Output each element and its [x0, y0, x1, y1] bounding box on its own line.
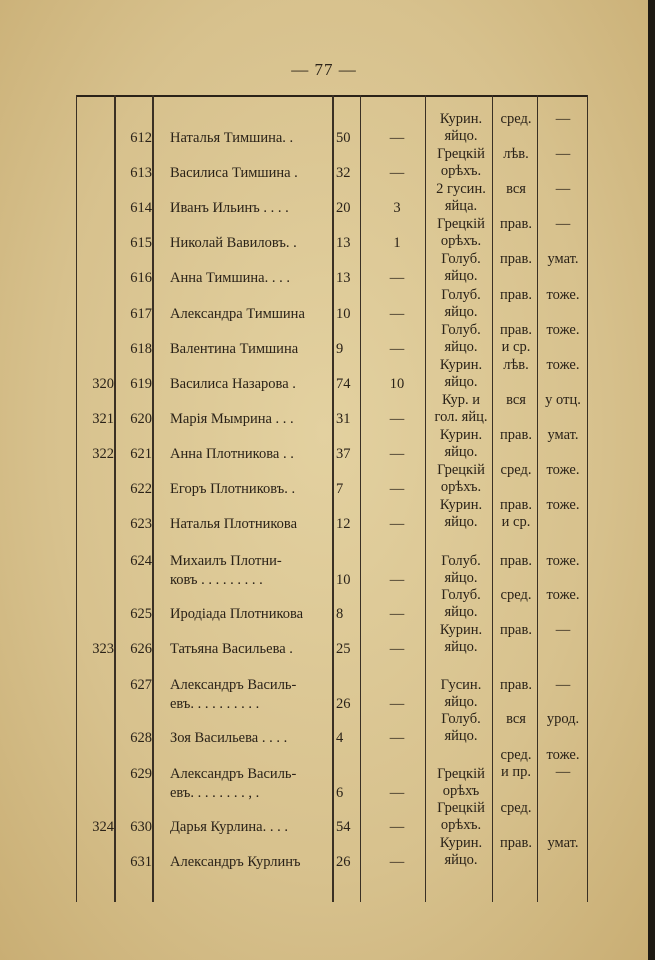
note: —: [555, 216, 571, 232]
goiter-size: яйцо.: [444, 570, 478, 586]
note: умат.: [547, 427, 579, 443]
count: —: [389, 270, 405, 286]
goiter-size: Голуб.: [441, 322, 481, 338]
goiter-position: прав.: [500, 622, 532, 638]
goiter-position: вся: [506, 711, 526, 727]
note: тоже.: [546, 357, 580, 373]
goiter-position: сред.: [500, 462, 532, 478]
goiter-size: Курин.: [439, 497, 483, 513]
goiter-size: яйцо.: [444, 728, 478, 744]
person-number: 612: [130, 130, 152, 146]
count: —: [389, 572, 405, 588]
person-number: 617: [130, 306, 152, 322]
table-row: [0, 357, 648, 393]
person-number: 626: [130, 641, 152, 657]
family-number: 321: [92, 411, 114, 427]
goiter-size: Курин.: [439, 427, 483, 443]
count: 10: [389, 376, 405, 392]
note: тоже.: [546, 553, 580, 569]
note: —: [555, 677, 571, 693]
count: —: [389, 854, 405, 870]
goiter-size: яйцо.: [444, 694, 478, 710]
table-row: [0, 534, 648, 588]
goiter-position: сред.: [500, 747, 532, 763]
note: тоже.: [546, 497, 580, 513]
goiter-size: орѣхъ.: [440, 233, 482, 249]
goiter-size: Курин.: [439, 622, 483, 638]
count: —: [389, 481, 405, 497]
person-name-continued: евъ. . . . . . . . . .: [170, 696, 260, 712]
goiter-size: Грецкій: [437, 146, 485, 162]
age: 13: [336, 235, 351, 251]
person-number: 622: [130, 481, 152, 497]
goiter-size: гол. яйц.: [434, 409, 488, 425]
goiter-position: лѣв.: [503, 146, 529, 162]
person-name: Марія Мымрина . . .: [170, 411, 294, 427]
goiter-size: яйцо.: [444, 128, 478, 144]
count: —: [389, 446, 405, 462]
goiter-size: Грецкій: [437, 462, 485, 478]
person-name: Наталья Тимшина. .: [170, 130, 294, 146]
note: тоже.: [546, 462, 580, 478]
goiter-size: Грецкій: [437, 216, 485, 232]
age: 6: [336, 785, 344, 801]
count: —: [389, 516, 405, 532]
goiter-size: Голуб.: [441, 711, 481, 727]
goiter-position: прав.: [500, 835, 532, 851]
count: —: [389, 696, 405, 712]
person-name: Василиса Назарова .: [170, 376, 296, 392]
goiter-size: яйцо.: [444, 304, 478, 320]
age: 10: [336, 306, 351, 322]
goiter-size: Гусин.: [440, 677, 482, 693]
age: 9: [336, 341, 344, 357]
goiter-size: Курин.: [439, 111, 483, 127]
count: —: [389, 306, 405, 322]
person-name: Александръ Курлинъ: [170, 854, 301, 870]
person-name: Александръ Василь-: [170, 766, 297, 782]
goiter-position: прав.: [500, 322, 532, 338]
goiter-position: сред.: [500, 111, 532, 127]
goiter-position: и ср.: [501, 514, 531, 530]
person-name: Александра Тимшина: [170, 306, 305, 322]
goiter-size: Голуб.: [441, 553, 481, 569]
note: урод.: [546, 711, 580, 727]
person-number: 623: [130, 516, 152, 532]
goiter-position: сред.: [500, 587, 532, 603]
person-name-continued: ковъ . . . . . . . . .: [170, 572, 263, 588]
table-row: [0, 322, 648, 358]
person-name: Наталья Плотникова: [170, 516, 298, 532]
person-number: 628: [130, 730, 152, 746]
table-row: [0, 287, 648, 323]
table-row: [0, 427, 648, 463]
age: 13: [336, 270, 351, 286]
table-row: [0, 835, 648, 871]
person-name: Валентина Тимшина: [170, 341, 299, 357]
person-name-continued: евъ. . . . . . . . , .: [170, 785, 260, 801]
person-number: 631: [130, 854, 152, 870]
goiter-size: яйцо.: [444, 514, 478, 530]
person-number: 629: [130, 766, 152, 782]
person-number: 630: [130, 819, 152, 835]
goiter-size: Голуб.: [441, 587, 481, 603]
goiter-size: орѣхъ.: [440, 817, 482, 833]
goiter-position: прав.: [500, 677, 532, 693]
person-name: Александръ Василь-: [170, 677, 297, 693]
person-name: Егоръ Плотниковъ. .: [170, 481, 296, 497]
age: 31: [336, 411, 351, 427]
person-name: Татьяна Васильева .: [170, 641, 293, 657]
person-number: 621: [130, 446, 152, 462]
goiter-position: прав.: [500, 287, 532, 303]
goiter-size: Голуб.: [441, 287, 481, 303]
table-row: [0, 658, 648, 712]
goiter-size: Курин.: [439, 357, 483, 373]
goiter-size: яйцо.: [444, 374, 478, 390]
person-number: 624: [130, 553, 152, 569]
goiter-position: вся: [506, 392, 526, 408]
age: 12: [336, 516, 351, 532]
age: 37: [336, 446, 351, 462]
goiter-size: 2 гусин.: [436, 181, 486, 197]
table-row: [0, 622, 648, 658]
person-name: Анна Плотникова . .: [170, 446, 294, 462]
goiter-position: прав.: [500, 216, 532, 232]
goiter-position: и пр.: [500, 764, 532, 780]
goiter-position: прав.: [500, 497, 532, 513]
table-row: [0, 800, 648, 836]
count: —: [389, 341, 405, 357]
family-number: 322: [92, 446, 114, 462]
table-row: [0, 497, 648, 533]
person-number: 616: [130, 270, 152, 286]
age: 25: [336, 641, 351, 657]
goiter-size: Грецкій: [437, 766, 485, 782]
goiter-size: Кур. и: [441, 392, 481, 408]
table-row: [0, 111, 648, 147]
person-number: 619: [130, 376, 152, 392]
goiter-position: сред.: [500, 800, 532, 816]
table-row: [0, 146, 648, 182]
table-row: [0, 747, 648, 801]
goiter-size: яйца.: [444, 198, 478, 214]
goiter-position: прав.: [500, 553, 532, 569]
person-number: 615: [130, 235, 152, 251]
goiter-position: вся: [506, 181, 526, 197]
goiter-size: орѣхъ.: [440, 163, 482, 179]
goiter-size: Голуб.: [441, 251, 481, 267]
person-number: 627: [130, 677, 152, 693]
age: 20: [336, 200, 351, 216]
table-row: [0, 711, 648, 747]
age: 10: [336, 572, 351, 588]
goiter-position: лѣв.: [503, 357, 529, 373]
table-row: [0, 587, 648, 623]
age: 4: [336, 730, 344, 746]
count: —: [389, 606, 405, 622]
note: —: [555, 181, 571, 197]
count: —: [389, 730, 405, 746]
note: —: [555, 622, 571, 638]
family-number: 323: [92, 641, 114, 657]
age: 32: [336, 165, 351, 181]
person-name: Иванъ Ильинъ . . . .: [170, 200, 289, 216]
note: тоже.: [546, 322, 580, 338]
age: 7: [336, 481, 344, 497]
person-name: Николай Вавиловъ. .: [170, 235, 297, 251]
note: умат.: [547, 835, 579, 851]
table-row: [0, 462, 648, 498]
goiter-position: прав.: [500, 427, 532, 443]
count: 1: [393, 235, 401, 251]
person-name: Михаилъ Плотни-: [170, 553, 282, 569]
table-row: [0, 216, 648, 252]
goiter-size: орѣхъ.: [440, 479, 482, 495]
person-name: Василиса Тимшина .: [170, 165, 298, 181]
person-number: 620: [130, 411, 152, 427]
person-number: 614: [130, 200, 152, 216]
age: 26: [336, 854, 351, 870]
note: умат.: [547, 251, 579, 267]
count: —: [389, 411, 405, 427]
note: —: [555, 764, 571, 780]
count: 3: [393, 200, 401, 216]
age: 50: [336, 130, 351, 146]
count: —: [389, 130, 405, 146]
table-row: [0, 392, 648, 428]
age: 26: [336, 696, 351, 712]
goiter-size: орѣхъ: [442, 783, 480, 799]
person-name: Анна Тимшина. . . .: [170, 270, 290, 286]
goiter-position: и ср.: [501, 339, 531, 355]
person-number: 618: [130, 341, 152, 357]
table-row: [0, 181, 648, 217]
person-name: Дарья Курлина. . . .: [170, 819, 288, 835]
goiter-size: яйцо.: [444, 852, 478, 868]
goiter-size: Курин.: [439, 835, 483, 851]
age: 54: [336, 819, 351, 835]
goiter-size: яйцо.: [444, 639, 478, 655]
person-number: 613: [130, 165, 152, 181]
note: —: [555, 111, 571, 127]
goiter-size: яйцо.: [444, 444, 478, 460]
age: 74: [336, 376, 351, 392]
count: —: [389, 165, 405, 181]
age: 8: [336, 606, 344, 622]
page-number: — 77 —: [291, 60, 357, 79]
goiter-size: яйцо.: [444, 604, 478, 620]
person-number: 625: [130, 606, 152, 622]
goiter-size: яйцо.: [444, 339, 478, 355]
note: у отц.: [545, 392, 581, 408]
goiter-size: Грецкій: [437, 800, 485, 816]
person-name: Иродіада Плотникова: [170, 606, 304, 622]
goiter-position: прав.: [500, 251, 532, 267]
family-number: 320: [92, 376, 114, 392]
note: —: [555, 146, 571, 162]
family-number: 324: [92, 819, 114, 835]
person-name: Зоя Васильева . . . .: [170, 730, 288, 746]
note: тоже.: [546, 747, 580, 763]
goiter-size: яйцо.: [444, 268, 478, 284]
count: —: [389, 641, 405, 657]
count: —: [389, 819, 405, 835]
count: —: [389, 785, 405, 801]
table-row: [0, 251, 648, 287]
note: тоже.: [546, 587, 580, 603]
note: тоже.: [546, 287, 580, 303]
page-edge: [648, 0, 655, 960]
